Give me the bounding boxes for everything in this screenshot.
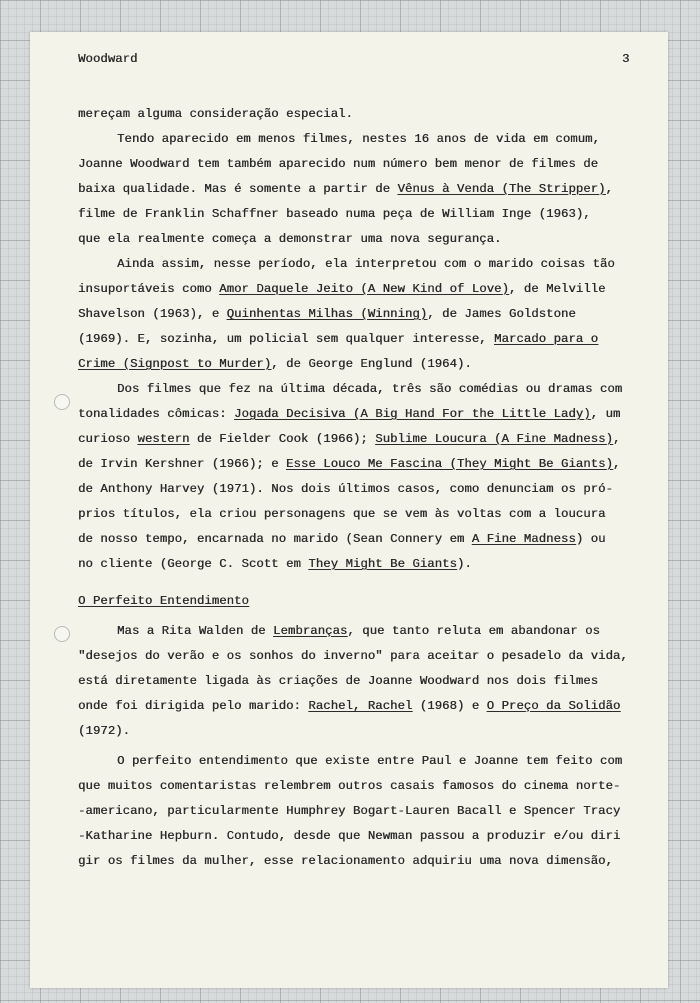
text-segment: (1969). E, sozinha, um policial sem qualquer interesse, bbox=[78, 332, 495, 346]
text-segment: de nosso tempo, encarnada no marido (Sean Connery em bbox=[78, 532, 472, 546]
text-line bbox=[117, 132, 600, 147]
text-segment: (1968) e bbox=[412, 699, 487, 713]
text-segment: (1972). bbox=[78, 724, 131, 738]
text-segment: de Fielder Cook (1966); bbox=[189, 432, 376, 446]
text-line bbox=[78, 724, 130, 739]
text-line bbox=[78, 107, 353, 122]
text-segment: O perfeito entendimento que existe entre Paul e Joanne tem feito com bbox=[117, 754, 623, 768]
text-line bbox=[78, 357, 472, 372]
underlined-title: Vênus à Venda (The Stripper) bbox=[397, 182, 606, 196]
text-line bbox=[78, 157, 598, 172]
text-line bbox=[78, 407, 620, 422]
typewritten-page bbox=[30, 32, 668, 988]
text-segment: , de James Goldstone bbox=[427, 307, 576, 321]
text-segment: -Katharine Hepburn. Contudo, desde que Newman passou a produzir e/ou diri bbox=[78, 829, 621, 843]
underlined-title: Esse Louco Me Fascina (They Might Be Giants) bbox=[286, 457, 613, 471]
text-segment: Dos filmes que fez na última década, três são comédias ou dramas com bbox=[117, 382, 623, 396]
text-segment: "desejos do verão e os sonhos do inverno" para aceitar o pesadelo da vida, bbox=[78, 649, 628, 663]
text-segment: onde foi dirigida pelo marido: bbox=[78, 699, 309, 713]
text-line bbox=[78, 854, 613, 869]
text-line bbox=[78, 649, 628, 664]
text-segment: ) ou bbox=[575, 532, 606, 546]
text-segment: que ela realmente começa a demonstrar uma nova segurança. bbox=[78, 232, 502, 246]
underlined-title: O Preço da Solidão bbox=[486, 699, 621, 713]
text-segment: de Anthony Harvey (1971). Nos dois últimos casos, como denunciam os pró- bbox=[78, 482, 613, 496]
text-line bbox=[78, 532, 606, 547]
text-segment: , bbox=[605, 182, 613, 196]
text-line bbox=[78, 804, 620, 819]
underlined-title: Sublime Loucura (A Fine Madness) bbox=[375, 432, 613, 446]
text-segment: baixa qualidade. Mas é somente a partir de bbox=[78, 182, 398, 196]
text-line bbox=[78, 557, 472, 572]
text-segment: Ainda assim, nesse período, ela interpretou com o marido coisas tão bbox=[117, 257, 615, 271]
text-line bbox=[78, 232, 501, 247]
text-segment: insuportáveis como bbox=[78, 282, 220, 296]
text-line bbox=[78, 432, 620, 447]
text-line bbox=[78, 482, 613, 497]
underlined-title: Marcado para o bbox=[494, 332, 599, 346]
text-line bbox=[78, 307, 576, 322]
text-segment: , um bbox=[590, 407, 621, 421]
text-segment: que muitos comentaristas relembrem outros casais famosos do cinema norte- bbox=[78, 779, 621, 793]
text-segment: -americano, particularmente Humphrey Bogart-Lauren Bacall e Spencer Tracy bbox=[78, 804, 621, 818]
text-segment: está diretamente ligada às criações de Joanne Woodward nos dois filmes bbox=[78, 674, 599, 688]
text-line bbox=[78, 507, 605, 522]
text-line bbox=[78, 332, 598, 347]
text-segment: ). bbox=[456, 557, 472, 571]
text-line bbox=[78, 207, 591, 222]
punch-hole bbox=[54, 626, 70, 642]
text-line bbox=[78, 779, 620, 794]
underlined-title: Jogada Decisiva (A Big Hand For the Little Lady) bbox=[234, 407, 591, 421]
text-segment: Mas a Rita Walden de bbox=[117, 624, 274, 638]
underlined-title: O Perfeito Entendimento bbox=[78, 594, 249, 608]
underlined-title: Lembranças bbox=[273, 624, 348, 638]
text-line bbox=[117, 257, 615, 272]
text-segment: no cliente (George C. Scott em bbox=[78, 557, 309, 571]
text-line bbox=[78, 457, 620, 472]
underlined-title: Rachel, Rachel bbox=[308, 699, 413, 713]
text-line bbox=[78, 699, 620, 714]
underlined-title: They Might Be Giants bbox=[308, 557, 457, 571]
running-header-author: Woodward bbox=[78, 52, 138, 66]
text-segment: Joanne Woodward tem também aparecido num número bem menor de filmes de bbox=[78, 157, 599, 171]
text-segment: Shavelson (1963), e bbox=[78, 307, 227, 321]
text-line bbox=[78, 182, 613, 197]
text-segment: , bbox=[612, 432, 621, 446]
underlined-title: Crime (Signpost to Murder) bbox=[78, 357, 272, 371]
text-segment: , de Melville bbox=[508, 282, 606, 296]
underlined-title: A Fine Madness bbox=[471, 532, 576, 546]
text-segment: , bbox=[612, 457, 621, 471]
text-segment: tonalidades cômicas: bbox=[78, 407, 235, 421]
section-heading bbox=[78, 594, 249, 609]
text-line bbox=[78, 829, 620, 844]
text-line bbox=[117, 624, 600, 639]
text-segment: curioso bbox=[78, 432, 138, 446]
underlined-title: Quinhentas Milhas (Winning) bbox=[226, 307, 428, 321]
text-segment: Tendo aparecido em menos filmes, nestes 16 anos de vida em comum, bbox=[117, 132, 600, 146]
text-segment: prios títulos, ela criou personagens que se vem às voltas com a loucura bbox=[78, 507, 606, 521]
underlined-title: Amor Daquele Jeito (A New Kind of Love) bbox=[219, 282, 509, 296]
page-number: 3 bbox=[622, 52, 630, 66]
text-line bbox=[117, 382, 622, 397]
underlined-title: western bbox=[137, 432, 190, 446]
text-segment: , de George Englund (1964). bbox=[271, 357, 472, 371]
punch-hole bbox=[54, 394, 70, 410]
text-segment: filme de Franklin Schaffner baseado numa peça de William Inge (1963), bbox=[78, 207, 591, 221]
text-line bbox=[78, 282, 606, 297]
text-line bbox=[78, 674, 598, 689]
text-segment: gir os filmes da mulher, esse relacionamento adquiriu uma nova dimensão, bbox=[78, 854, 613, 868]
text-segment: , que tanto reluta em abandonar os bbox=[347, 624, 600, 638]
text-line bbox=[117, 754, 622, 769]
text-segment: mereçam alguma consideração especial. bbox=[78, 107, 353, 121]
text-segment: de Irvin Kershner (1966); e bbox=[78, 457, 287, 471]
